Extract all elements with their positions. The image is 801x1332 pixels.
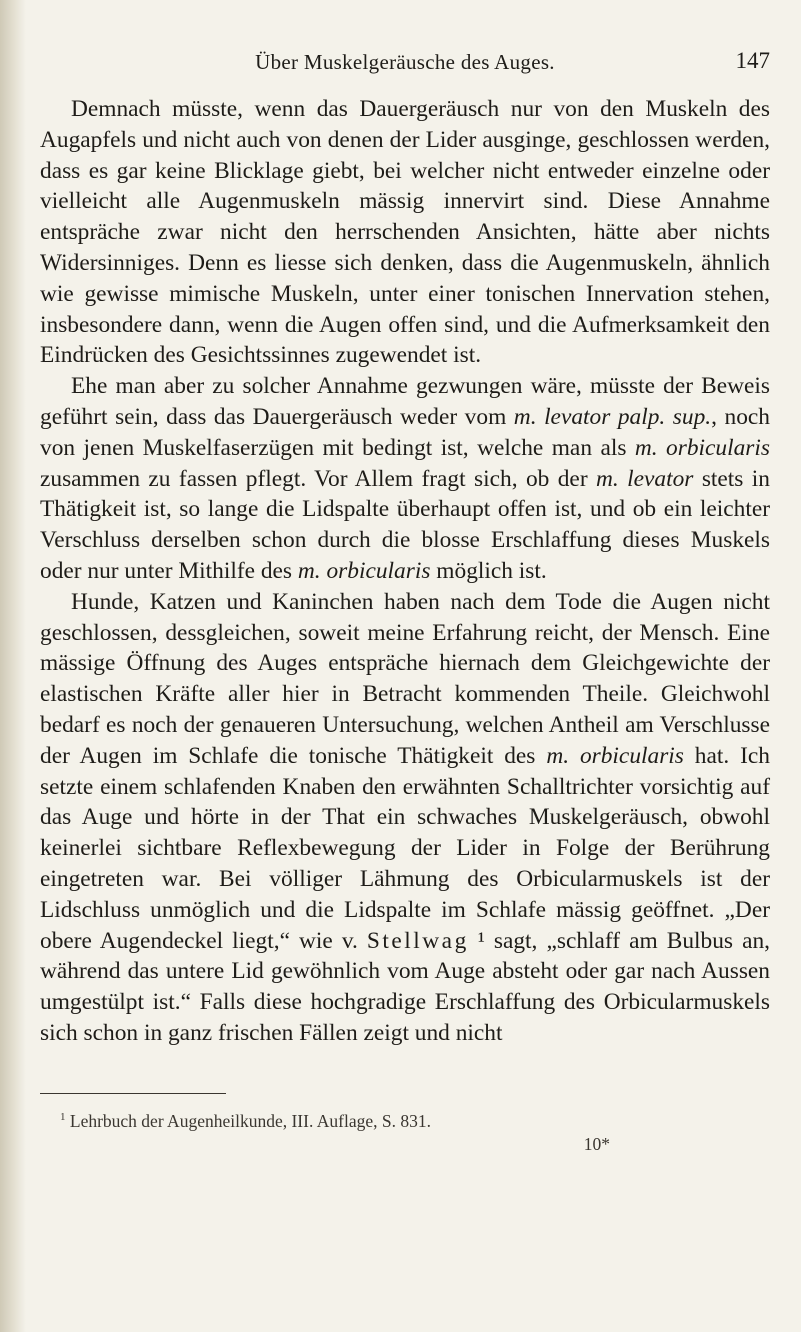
paragraph-3 — [40, 587, 770, 1049]
running-title: Über Muskelgeräusche des Auges. — [255, 50, 555, 74]
author-name: Stellwag — [366, 927, 469, 954]
footnote-rule — [40, 1093, 226, 1094]
italic-term: m. levator — [596, 465, 694, 492]
text-run: zusammen zu fassen pflegt. Vor Allem fragt sich, ob der — [40, 465, 597, 492]
book-page — [40, 50, 770, 1155]
text-run: , noch von jenen Muskelfaserzügen mit bedingt ist, welche man als — [40, 403, 770, 461]
signature-mark: 10* — [583, 1133, 610, 1154]
italic-term: m. orbicularis — [546, 742, 684, 769]
italic-term: m. orbicularis — [634, 434, 770, 461]
paragraph-2 — [40, 371, 770, 587]
italic-term: m. levator palp. sup. — [513, 403, 712, 430]
body-text — [40, 94, 770, 1049]
text-run: stets in Thätigkeit ist, so lange die Lidspalte überhaupt offen ist, und ob ein leichter Verschluss derselben schon durch die blosse Erschlaffung dieses Muskels oder nur unter Mithilfe des — [40, 465, 770, 584]
text-run: Hunde, Katzen und Kaninchen haben nach dem Tode die Augen nicht geschlossen, dessgleichen, soweit meine Erfahrung reicht, der Mensch. Eine mässige Öffnung des Auges entspräche hiernach dem Gleichgewichte der elastischen Kräfte aller hier in Betracht kommenden Theile. Gleichwohl bedarf es noch der genaueren Untersuchung, welchen Antheil am Verschlusse der Augen im Schlafe die tonische Thätigkeit des — [40, 588, 770, 769]
text-run: möglich ist. — [430, 557, 547, 584]
text-run: ¹ sagt, „schlaff am Bulbus an, während das untere Lid gewöhnlich vom Auge absteht oder gar nach Aussen umgestülpt ist.“ Falls diese hochgradige Erschlaffung des Orbicularmuskels sich schon in ganz frischen Fällen zeigt und nicht — [40, 927, 770, 1046]
italic-term: m. orbicularis — [297, 557, 431, 584]
text-run: hat. Ich setzte einem schlafenden Knaben den erwähnten Schalltrichter vorsichtig auf das Auge und hörte in der That ein schwaches Muskelgeräusch, obwohl keinerlei sichtbare Reflexbewegung der Lider in Folge der Berührung eingetreten war. Bei völliger Lähmung des Orbicularmuskels ist der Lidschluss unmöglich und die Lidspalte im Schlafe mässig geöffnet. „Der obere Augendeckel liegt,“ wie v. — [40, 742, 770, 954]
binding-shadow — [0, 0, 26, 1332]
paragraph-1 — [40, 94, 770, 371]
text-run: Demnach müsste, wenn das Dauergeräusch nur von den Muskeln des Augapfels und nicht auch von denen der Lider ausginge, geschlossen werden, dass es gar keine Blicklage giebt, bei welcher nicht entweder einzelne oder vielleicht alle Augenmuskeln mässig innervirt sind. Diese Annahme entspräche zwar nicht den herrschenden Ansichten, hätte aber nichts Widersinniges. Denn es liesse sich denken, dass die Augenmuskeln, ähnlich wie gewisse mimische Muskeln, unter einer tonischen Innervation stehen, insbesondere dann, wenn die Augen offen sind, und die Aufmerksamkeit den Eindrücken des Gesichtssinnes zugewendet ist. — [40, 96, 770, 369]
footnote-marker: 1 — [60, 1110, 66, 1123]
footnote-text: Lehrbuch der Augenheilkunde, III. Auflage, S. 831. — [69, 1110, 431, 1131]
running-head — [40, 50, 770, 84]
text-run: Ehe man aber zu solcher Annahme gezwungen wäre, müsste der Beweis geführt sein, dass das Dauergeräusch weder vom — [40, 373, 770, 430]
page-number: 147 — [735, 48, 770, 73]
footnote — [40, 1106, 770, 1132]
